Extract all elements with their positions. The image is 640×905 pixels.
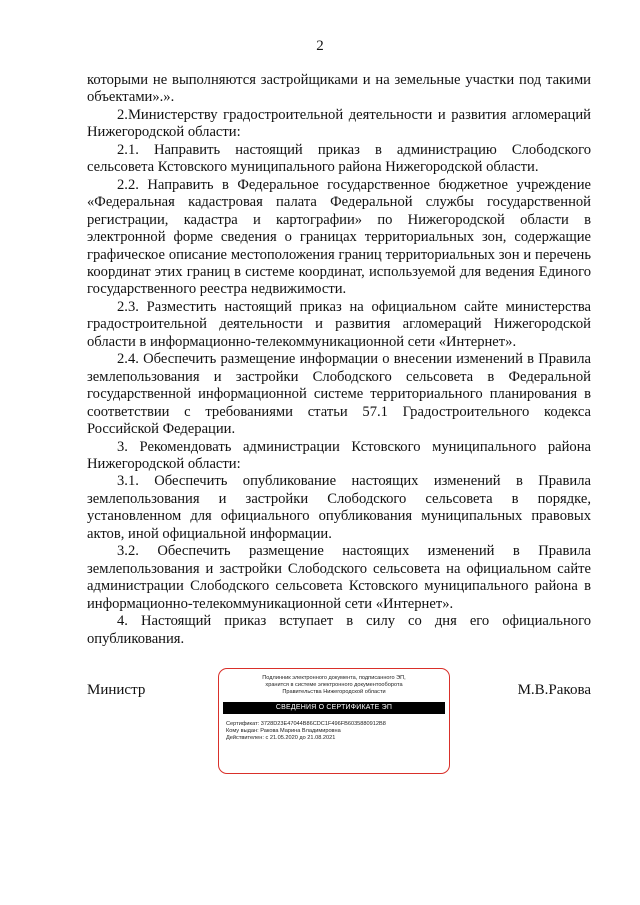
paragraph-2-2: 2.2. Направить в Федеральное государственное бюджетное учреждение «Федеральная кадастровая палата Федеральной службы государственной регистрации, кадастра и картографии» по Нижегородской области в электронной форме сведения о границах территориальных зон, содержащие графическое описание местоположения границ территориальных зон и перечень координат этих границ в системе координат, используемой для ведения Единого государственного реестра недвижимости. <box>87 176 591 298</box>
paragraph-3-2: 3.2. Обеспечить размещение настоящих изменений в Правила землепользования и застройки Слободского сельсовета на официальном сайте администрации Слободского сельсовета Кстовского муниципального района в информационно-телекоммуникационной сети «Интернет». <box>87 543 591 612</box>
paragraph-2-1: 2.1. Направить настоящий приказ в администрацию Слободского сельсовета Кстовского муниципального района Нижегородской области. <box>87 141 591 176</box>
page-number: 2 <box>316 38 324 54</box>
signatory-name: М.В.Ракова <box>517 682 591 698</box>
paragraph-continuation: которыми не выполняются застройщиками и на земельные участки под такими объектами».». <box>87 72 591 106</box>
paragraph-2: 2.Министерству градостроительной деятельности и развития агломераций Нижегородской области: <box>87 106 591 141</box>
stamp-certificate: Сертификат: 3728D23E47044B86CDC1F496FB6035880912B8 <box>226 720 386 727</box>
paragraph-2-3: 2.3. Разместить настоящий приказ на официальном сайте министерства градостроительной деятельности и развития агломераций Нижегородской области в информационно-телекоммуникационной сети «Интернет». <box>87 298 591 350</box>
paragraph-3-1: 3.1. Обеспечить опубликование настоящих изменений в Правила землепользования и застройки Слободского сельсовета в порядке, установленном для официального опубликования муниципальных правовых актов, иной официальной информации. <box>87 473 591 542</box>
stamp-notice-line: Подлинник электронного документа, подписанного ЭП, <box>262 675 406 681</box>
stamp-notice-line: Правительства Нижегородской области <box>282 689 386 696</box>
stamp-header: СВЕДЕНИЯ О СЕРТИФИКАТЕ ЭП <box>223 702 445 714</box>
signature-block <box>87 668 591 778</box>
stamp-validity: Действителен: с 21.05.2020 до 21.08.2021 <box>226 735 336 742</box>
paragraph-2-4: 2.4. Обеспечить размещение информации о внесении изменений в Правила землепользования и застройки Слободского сельсовета в Федеральной государственной информационной системе территориального планирования в соответствии с требованиями статьи 57.1 Градостроительного кодекса Российской Федерации. <box>87 351 591 438</box>
stamp-notice-line: хранится в системе электронного документооборота <box>265 682 403 689</box>
signatory-title: Министр <box>87 682 146 698</box>
stamp-issued-to: Кому выдан: Ракова Марина Владимировна <box>226 727 341 734</box>
stamp-notice <box>225 675 443 697</box>
paragraph-3: 3. Рекомендовать администрации Кстовского муниципального района Нижегородской области: <box>87 438 591 472</box>
document-body <box>87 72 591 648</box>
electronic-signature-stamp <box>218 668 450 774</box>
paragraph-4: 4. Настоящий приказ вступает в силу со дня его официального опубликования. <box>87 613 591 647</box>
stamp-details <box>226 721 442 743</box>
